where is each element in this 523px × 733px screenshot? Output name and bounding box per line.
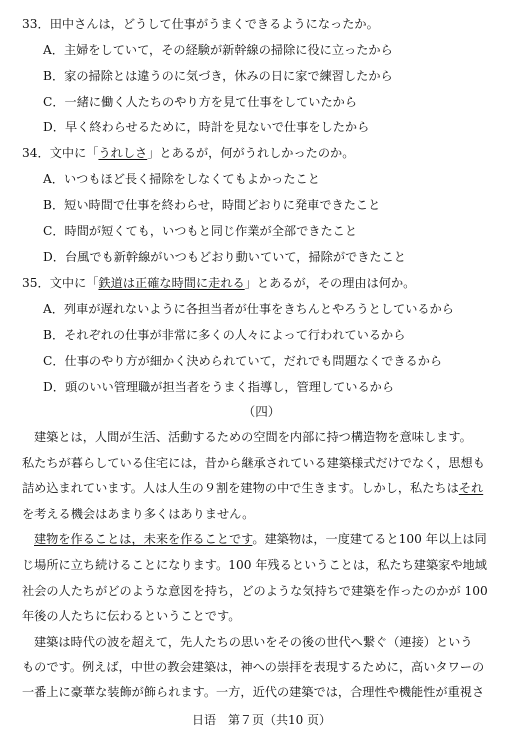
passage-line: 建築は時代の波を超えて，先人たちの思いをその後の世代へ繋ぐ（連接）という <box>34 635 473 649</box>
q35-option-d: D．頭のいい管理職が担当者をうまく指導し，管理しているから <box>43 380 395 394</box>
underlined-phrase-sore: それ <box>458 481 484 495</box>
passage-line <box>34 531 487 547</box>
q35-underlined-phrase: 鉄道は正確な時間に走れる <box>98 276 245 290</box>
underlined-phrase-future: 建物を作ることは，未来を作ることです <box>34 532 253 546</box>
q33-option-d: D．早く終わらせるために，時計を見ないで仕事をしたから <box>43 120 370 134</box>
page-footer: 日语 第７页（共10 页） <box>191 713 332 727</box>
question-33-stem: 33．田中さんは，どうして仕事がうまくできるようになったか。 <box>22 17 379 31</box>
passage-line: 建築とは，人間が生活、活動するための空間を内部に持つ構造物を意味します。 <box>34 430 472 444</box>
passage-text: 。建築物は，一度建てると100 年以上は同 <box>252 532 487 546</box>
q34-option-c: C．時間が短くても，いつもと同じ作業が全部できたこと <box>43 224 358 238</box>
q35-option-a: A．列車が遅れないように各担当者が仕事をきちんとやろうとしているから <box>43 302 454 316</box>
q33-option-a: A．主婦をしていて，その経験が新幹線の掃除に役に立ったから <box>43 43 393 57</box>
q34-underlined-phrase: うれしさ <box>98 146 148 160</box>
passage-text: 詰め込まれています。人は人生の９割を建物の中で生きます。しかし，私たちは <box>22 481 459 495</box>
q34-option-b: B．短い時間で仕事を終わらせ，時間どおりに発車できたこと <box>43 198 381 212</box>
q35-stem-prefix: 35．文中に「 <box>22 276 99 290</box>
q34-stem-prefix: 34．文中に「 <box>22 146 99 160</box>
q33-option-b: B．家の掃除とは違うのに気づき，休みの日に家で練習したから <box>43 69 393 83</box>
section-heading: （四） <box>242 404 281 419</box>
q35-stem-suffix: 」とあるが，その理由は何か。 <box>244 276 416 290</box>
passage-line: 社会の人たちがどのような意図を持ち，どのような気持ちで建築を作ったのかが 100 <box>22 584 488 598</box>
passage-line: を考える機会はあまり多くはありません。 <box>22 507 255 521</box>
passage-line: 私たちが暮らしている住宅には，昔から継承されている建築様式だけでなく，思想も <box>22 456 485 470</box>
passage-line: ものです。例えば，中世の教会建築は，神への崇拝を表現するために，高いタワーの <box>22 660 485 674</box>
passage-line: 年後の人たちに伝わるということです。 <box>22 609 241 623</box>
q34-option-a: A．いつもほど長く掃除をしなくてもよかったこと <box>43 172 320 186</box>
q35-option-b: B．それぞれの仕事が非常に多くの人々によって行われているから <box>43 328 406 342</box>
q33-option-c: C．一緒に働く人たちのやり方を見て仕事をしていたから <box>43 95 358 109</box>
q34-option-d: D．台風でも新幹線がいつもどおり動いていて，掃除ができたこと <box>43 250 406 264</box>
q35-option-c: C．仕事のやり方が細かく決められていて，だれでも問題なくできるから <box>43 354 443 368</box>
passage-line <box>22 480 483 496</box>
question-35-stem <box>22 275 415 291</box>
question-34-stem <box>22 145 354 161</box>
passage-line: じ場所に立ち続けることになります。100 年残るということは，私たち建築家や地域 <box>22 558 487 572</box>
q34-stem-suffix: 」とあるが，何がうれしかったのか。 <box>147 146 355 160</box>
passage-line: 一番上に豪華な装飾が飾られます。一方，近代の建築では，合理性や機能性が重視さ <box>22 685 485 699</box>
